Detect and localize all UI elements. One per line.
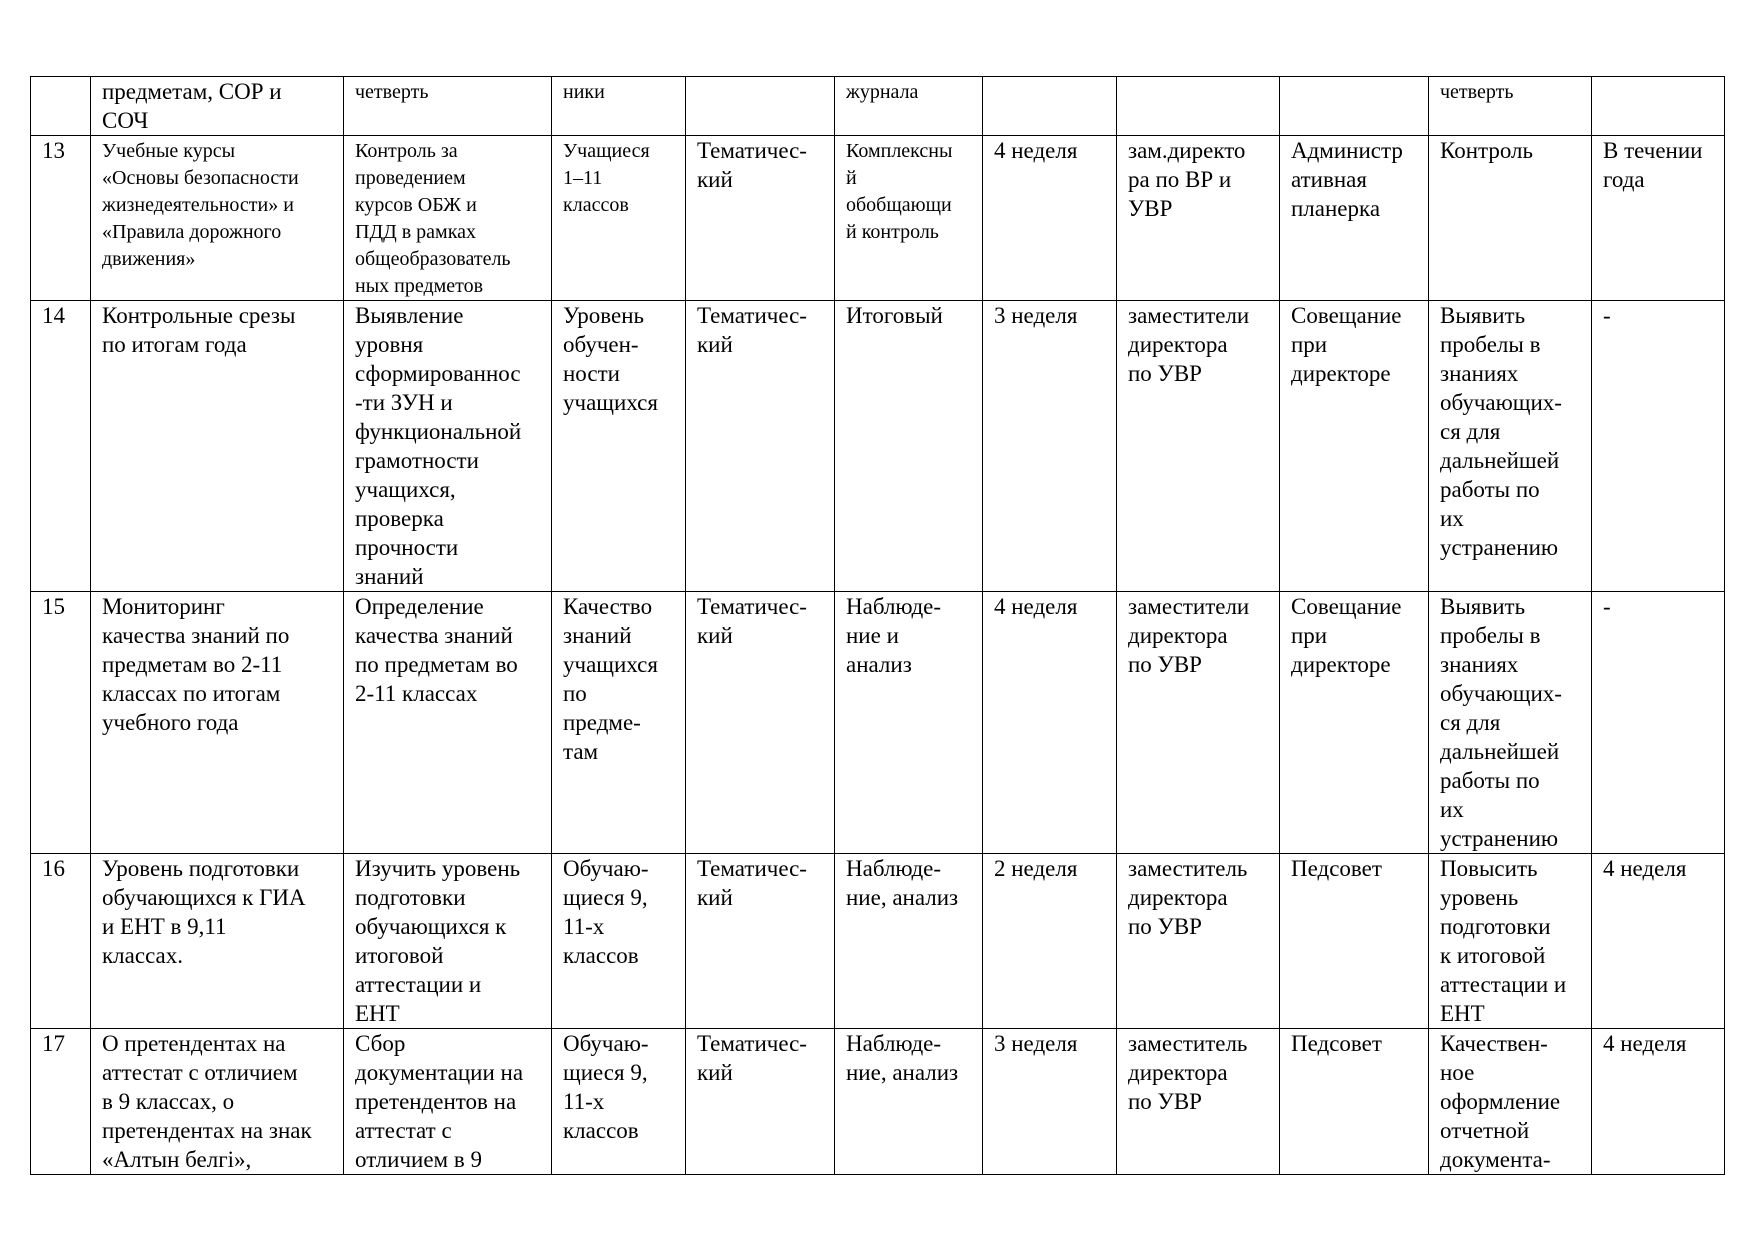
- table-row: [31, 592, 1725, 854]
- table-cell-subject: предметам, СОР и СОЧ: [91, 77, 344, 136]
- table-cell-type: [686, 77, 835, 136]
- table-cell-responsible: заместители директора по УВР: [1117, 592, 1280, 854]
- table-cell-method: Наблюде- ние, анализ: [835, 854, 983, 1029]
- table-cell-decision: Контроль: [1429, 136, 1592, 301]
- table-cell-term: [983, 77, 1117, 136]
- table-row: [31, 136, 1725, 301]
- table-cell-subject: Уровень подготовки обучающихся к ГИА и ЕНТ в 9,11 классах.: [91, 854, 344, 1029]
- table-cell-review: Педсовет: [1280, 854, 1429, 1029]
- table-cell-recheck: -: [1592, 592, 1725, 854]
- table-row: [31, 77, 1725, 136]
- table-cell-number: [31, 77, 91, 136]
- table-cell-review: Совещание при директоре: [1280, 301, 1429, 592]
- table-cell-object: Обучаю- щиеся 9, 11-х классов: [552, 1029, 686, 1175]
- table-cell-goal: Контроль за проведением курсов ОБЖ и ПДД в рамках общеобразователь ных предметов: [344, 136, 552, 301]
- table-cell-subject: Мониторинг качества знаний по предметам во 2-11 классах по итогам учебного года: [91, 592, 344, 854]
- table-cell-recheck: 4 неделя: [1592, 854, 1725, 1029]
- table-cell-object: Учащиеся 1–11 классов: [552, 136, 686, 301]
- table-cell-review: [1280, 77, 1429, 136]
- table-cell-object: ники: [552, 77, 686, 136]
- table-cell-recheck: -: [1592, 301, 1725, 592]
- table-cell-object: Обучаю- щиеся 9, 11-х классов: [552, 854, 686, 1029]
- table-row: [31, 854, 1725, 1029]
- table-cell-method: Комплексны й обобщающи й контроль: [835, 136, 983, 301]
- table-cell-goal: четверть: [344, 77, 552, 136]
- table-cell-review: Совещание при директоре: [1280, 592, 1429, 854]
- table-cell-subject: Контрольные срезы по итогам года: [91, 301, 344, 592]
- table-cell-object: Уровень обучен- ности учащихся: [552, 301, 686, 592]
- table-cell-method: Наблюде- ние, анализ: [835, 1029, 983, 1175]
- table-cell-object: Качество знаний учащихся по предме- там: [552, 592, 686, 854]
- table-cell-term: 2 неделя: [983, 854, 1117, 1029]
- table-cell-number: 13: [31, 136, 91, 301]
- table-cell-review: Педсовет: [1280, 1029, 1429, 1175]
- table-cell-type: Тематичес- кий: [686, 301, 835, 592]
- table-cell-term: 4 неделя: [983, 592, 1117, 854]
- table-cell-number: 14: [31, 301, 91, 592]
- table-cell-method: Наблюде- ние и анализ: [835, 592, 983, 854]
- table-cell-responsible: заместитель директора по УВР: [1117, 1029, 1280, 1175]
- table-cell-recheck: [1592, 77, 1725, 136]
- table-cell-decision: четверть: [1429, 77, 1592, 136]
- table-cell-term: 3 неделя: [983, 1029, 1117, 1175]
- table-cell-type: Тематичес- кий: [686, 854, 835, 1029]
- table-cell-subject: Учебные курсы «Основы безопасности жизнедеятельности» и «Правила дорожного движения»: [91, 136, 344, 301]
- table-cell-term: 4 неделя: [983, 136, 1117, 301]
- table-cell-method: Итоговый: [835, 301, 983, 592]
- table-cell-goal: Определение качества знаний по предметам во 2-11 классах: [344, 592, 552, 854]
- table-cell-decision: Качествен- ное оформление отчетной документа-: [1429, 1029, 1592, 1175]
- table-cell-number: 17: [31, 1029, 91, 1175]
- table-cell-type: Тематичес- кий: [686, 592, 835, 854]
- table-cell-responsible: зам.директо ра по ВР и УВР: [1117, 136, 1280, 301]
- table-cell-subject: О претендентах на аттестат с отличием в 9 классах, о претендентах на знак «Алтын белгі»,: [91, 1029, 344, 1175]
- table-cell-decision: Повысить уровень подготовки к итоговой аттестации и ЕНТ: [1429, 854, 1592, 1029]
- table-row: [31, 301, 1725, 592]
- table-cell-term: 3 неделя: [983, 301, 1117, 592]
- table-row: [31, 1029, 1725, 1175]
- table-cell-number: 15: [31, 592, 91, 854]
- table-cell-responsible: заместитель директора по УВР: [1117, 854, 1280, 1029]
- table-cell-review: Администр ативная планерка: [1280, 136, 1429, 301]
- table-cell-goal: Сбор документации на претендентов на аттестат с отличием в 9: [344, 1029, 552, 1175]
- table-cell-responsible: [1117, 77, 1280, 136]
- table-cell-decision: Выявить пробелы в знаниях обучающих- ся для дальнейшей работы по их устранению: [1429, 592, 1592, 854]
- table-cell-method: журнала: [835, 77, 983, 136]
- table-cell-goal: Изучить уровень подготовки обучающихся к итоговой аттестации и ЕНТ: [344, 854, 552, 1029]
- table-cell-decision: Выявить пробелы в знаниях обучающих- ся для дальнейшей работы по их устранению: [1429, 301, 1592, 592]
- table-cell-goal: Выявление уровня сформированнос -ти ЗУН и функциональной грамотности учащихся, проверка прочности знаний: [344, 301, 552, 592]
- table-cell-type: Тематичес- кий: [686, 1029, 835, 1175]
- table-cell-recheck: В течении года: [1592, 136, 1725, 301]
- table-cell-number: 16: [31, 854, 91, 1029]
- table-cell-responsible: заместители директора по УВР: [1117, 301, 1280, 592]
- table-cell-recheck: 4 неделя: [1592, 1029, 1725, 1175]
- table-cell-type: Тематичес- кий: [686, 136, 835, 301]
- plan-table: [30, 76, 1725, 1175]
